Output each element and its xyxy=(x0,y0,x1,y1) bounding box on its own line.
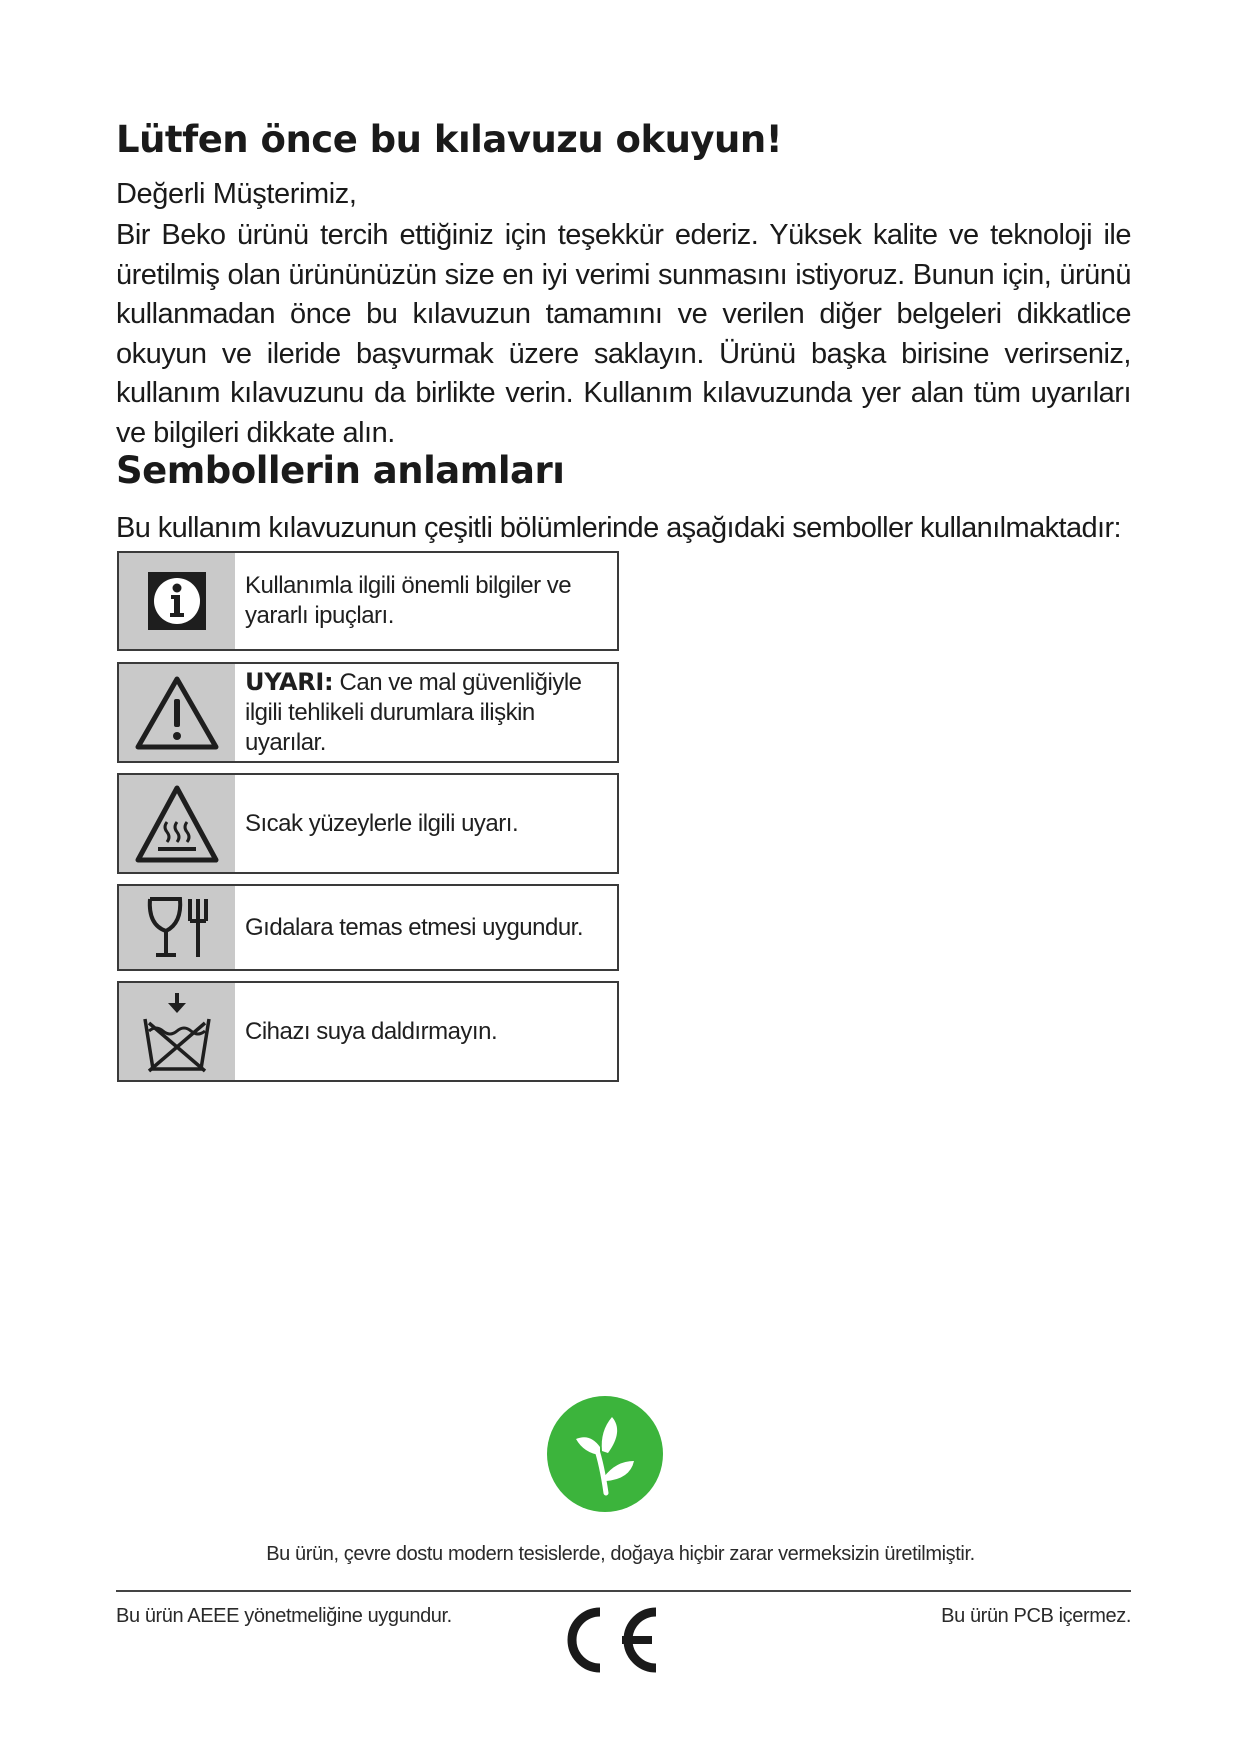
symbol-description: Sıcak yüzeylerle ilgili uyarı. xyxy=(245,809,519,837)
eco-statement: Bu ürün, çevre dostu modern tesislerde, doğaya hiçbir zarar vermeksizin üretilmiştir. xyxy=(266,1543,975,1565)
eco-leaf-icon xyxy=(546,1395,664,1513)
aeee-compliance-note: Bu ürün AEEE yönetmeliğine uygundur. xyxy=(116,1605,452,1627)
warning-icon xyxy=(119,664,235,761)
ce-mark-icon xyxy=(556,1602,660,1678)
symbol-row-food-safe xyxy=(117,884,619,971)
intro-paragraph: Bir Beko ürünü tercih ettiğiniz için teşekkür ederiz. Yüksek kalite ve teknoloji ile üretilmiş olan ürününüzün size en iyi verimi sunmasını istiyoruz. Bunun için, ürünü kullanmadan önce bu kılavuzun tamamını ve verilen diğer belgeleri dikkatlice okuyun ve ileride başvurmak üzere saklayın. Ürünü başka birisine verirseniz, kullanım kılavuzunu da birlikte verin. Kullanım kılavuzunda yer alan tüm uyarıları ve bilgileri dikkate alın. xyxy=(116,219,1131,449)
page-title: Lütfen önce bu kılavuzu okuyun! xyxy=(116,118,783,161)
pcb-free-note: Bu ürün PCB içermez. xyxy=(941,1605,1131,1627)
symbol-row-hot-surface xyxy=(117,773,619,874)
symbol-description: Kullanımla ilgili önemli bilgiler ve yararlı ipuçları. xyxy=(245,572,572,629)
symbol-description: UYARI: Can ve mal güvenliğiyle ilgili tehlikeli durumlara ilişkin uyarılar. xyxy=(245,668,582,756)
symbol-row-warning xyxy=(117,662,619,763)
symbol-row-info xyxy=(117,551,619,651)
footer-divider xyxy=(116,1590,1131,1592)
symbol-description: Cihazı suya daldırmayın. xyxy=(245,1017,498,1045)
warning-label: UYARI: xyxy=(245,668,334,696)
salutation: Değerli Müşterimiz, xyxy=(116,178,357,210)
info-icon xyxy=(119,553,235,649)
symbol-description: Gıdalara temas etmesi uygundur. xyxy=(245,913,584,941)
food-safe-icon xyxy=(119,886,235,969)
no-immersion-icon xyxy=(119,983,235,1080)
symbols-heading: Sembollerin anlamları xyxy=(116,449,565,492)
symbol-row-no-immersion xyxy=(117,981,619,1082)
symbols-subtitle: Bu kullanım kılavuzunun çeşitli bölümlerinde aşağıdaki semboller kullanılmaktadır: xyxy=(116,512,1121,544)
hot-surface-icon xyxy=(119,775,235,872)
